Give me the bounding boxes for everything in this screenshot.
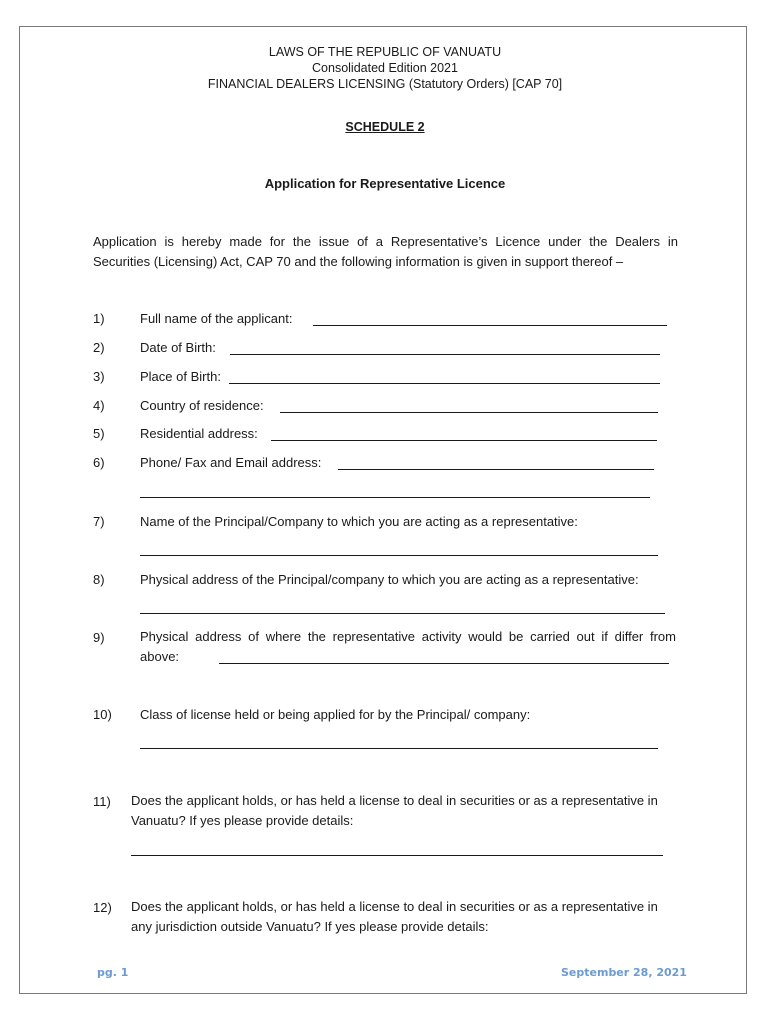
item-number: 6) (93, 455, 105, 470)
item-number: 10) (93, 707, 112, 722)
license-class-field[interactable] (140, 748, 658, 749)
header-line-2: Consolidated Edition 2021 (312, 61, 458, 75)
item-label: Phone/ Fax and Email address: (140, 455, 322, 470)
item-label: Class of license held or being applied for by the Principal/ company: (140, 707, 531, 722)
item-number: 3) (93, 369, 105, 384)
item-number: 12) (93, 900, 112, 915)
item-label: Date of Birth: (140, 340, 216, 355)
item-number: 1) (93, 311, 105, 326)
item-number: 5) (93, 426, 105, 441)
page-border (19, 26, 747, 994)
item-number: 9) (93, 630, 105, 645)
item-label: Physical address of the Principal/company to which you are acting as a representative: (140, 572, 639, 587)
intro-paragraph: Application is hereby made for the issue of a Representative’s Licence under the Dealers in Securities (Licensing) Act, CAP 70 and the following information is given in support thereof – (93, 234, 678, 269)
header-line-3: FINANCIAL DEALERS LICENSING (Statutory Orders) [CAP 70] (207, 77, 563, 91)
date-of-birth-field[interactable] (230, 354, 660, 355)
full-name-field[interactable] (313, 325, 667, 326)
residential-address-field[interactable] (271, 440, 657, 441)
item-number: 11) (93, 794, 111, 809)
place-of-birth-field[interactable] (229, 383, 660, 384)
item-number: 8) (93, 572, 105, 587)
item-label: Does the applicant holds, or has held a license to deal in securities or as a representative in any jurisdiction outside Vanuatu? If yes please provide details: (131, 899, 658, 934)
item-label: Place of Birth: (140, 369, 221, 384)
form-title: Application for Representative Licence (264, 176, 506, 191)
item-label: Country of residence: (140, 398, 264, 413)
schedule-heading: SCHEDULE 2 (345, 120, 425, 134)
item-number: 7) (93, 514, 105, 529)
item-label: Full name of the applicant: (140, 311, 293, 326)
item-label: Physical address of where the representative activity would be carried out if differ from above: (140, 629, 676, 664)
activity-address-field[interactable] (219, 663, 669, 664)
item-label: Does the applicant holds, or has held a license to deal in securities or as a representative in Vanuatu? If yes please provide details: (131, 793, 658, 828)
footer-date: September 28, 2021 (561, 966, 687, 979)
principal-address-field[interactable] (140, 613, 665, 614)
item-label: Residential address: (140, 426, 258, 441)
vanuatu-license-details-field[interactable] (131, 855, 663, 856)
country-of-residence-field[interactable] (280, 412, 658, 413)
item-number: 4) (93, 398, 105, 413)
page-number: pg. 1 (97, 966, 129, 979)
document-header (0, 44, 770, 92)
phone-fax-email-field[interactable] (338, 469, 654, 470)
header-line-1: LAWS OF THE REPUBLIC OF VANUATU (268, 45, 502, 59)
principal-name-field[interactable] (140, 555, 658, 556)
item-label: Name of the Principal/Company to which you are acting as a representative: (140, 514, 578, 529)
item-number: 2) (93, 340, 105, 355)
phone-fax-email-field-line-2[interactable] (140, 497, 650, 498)
